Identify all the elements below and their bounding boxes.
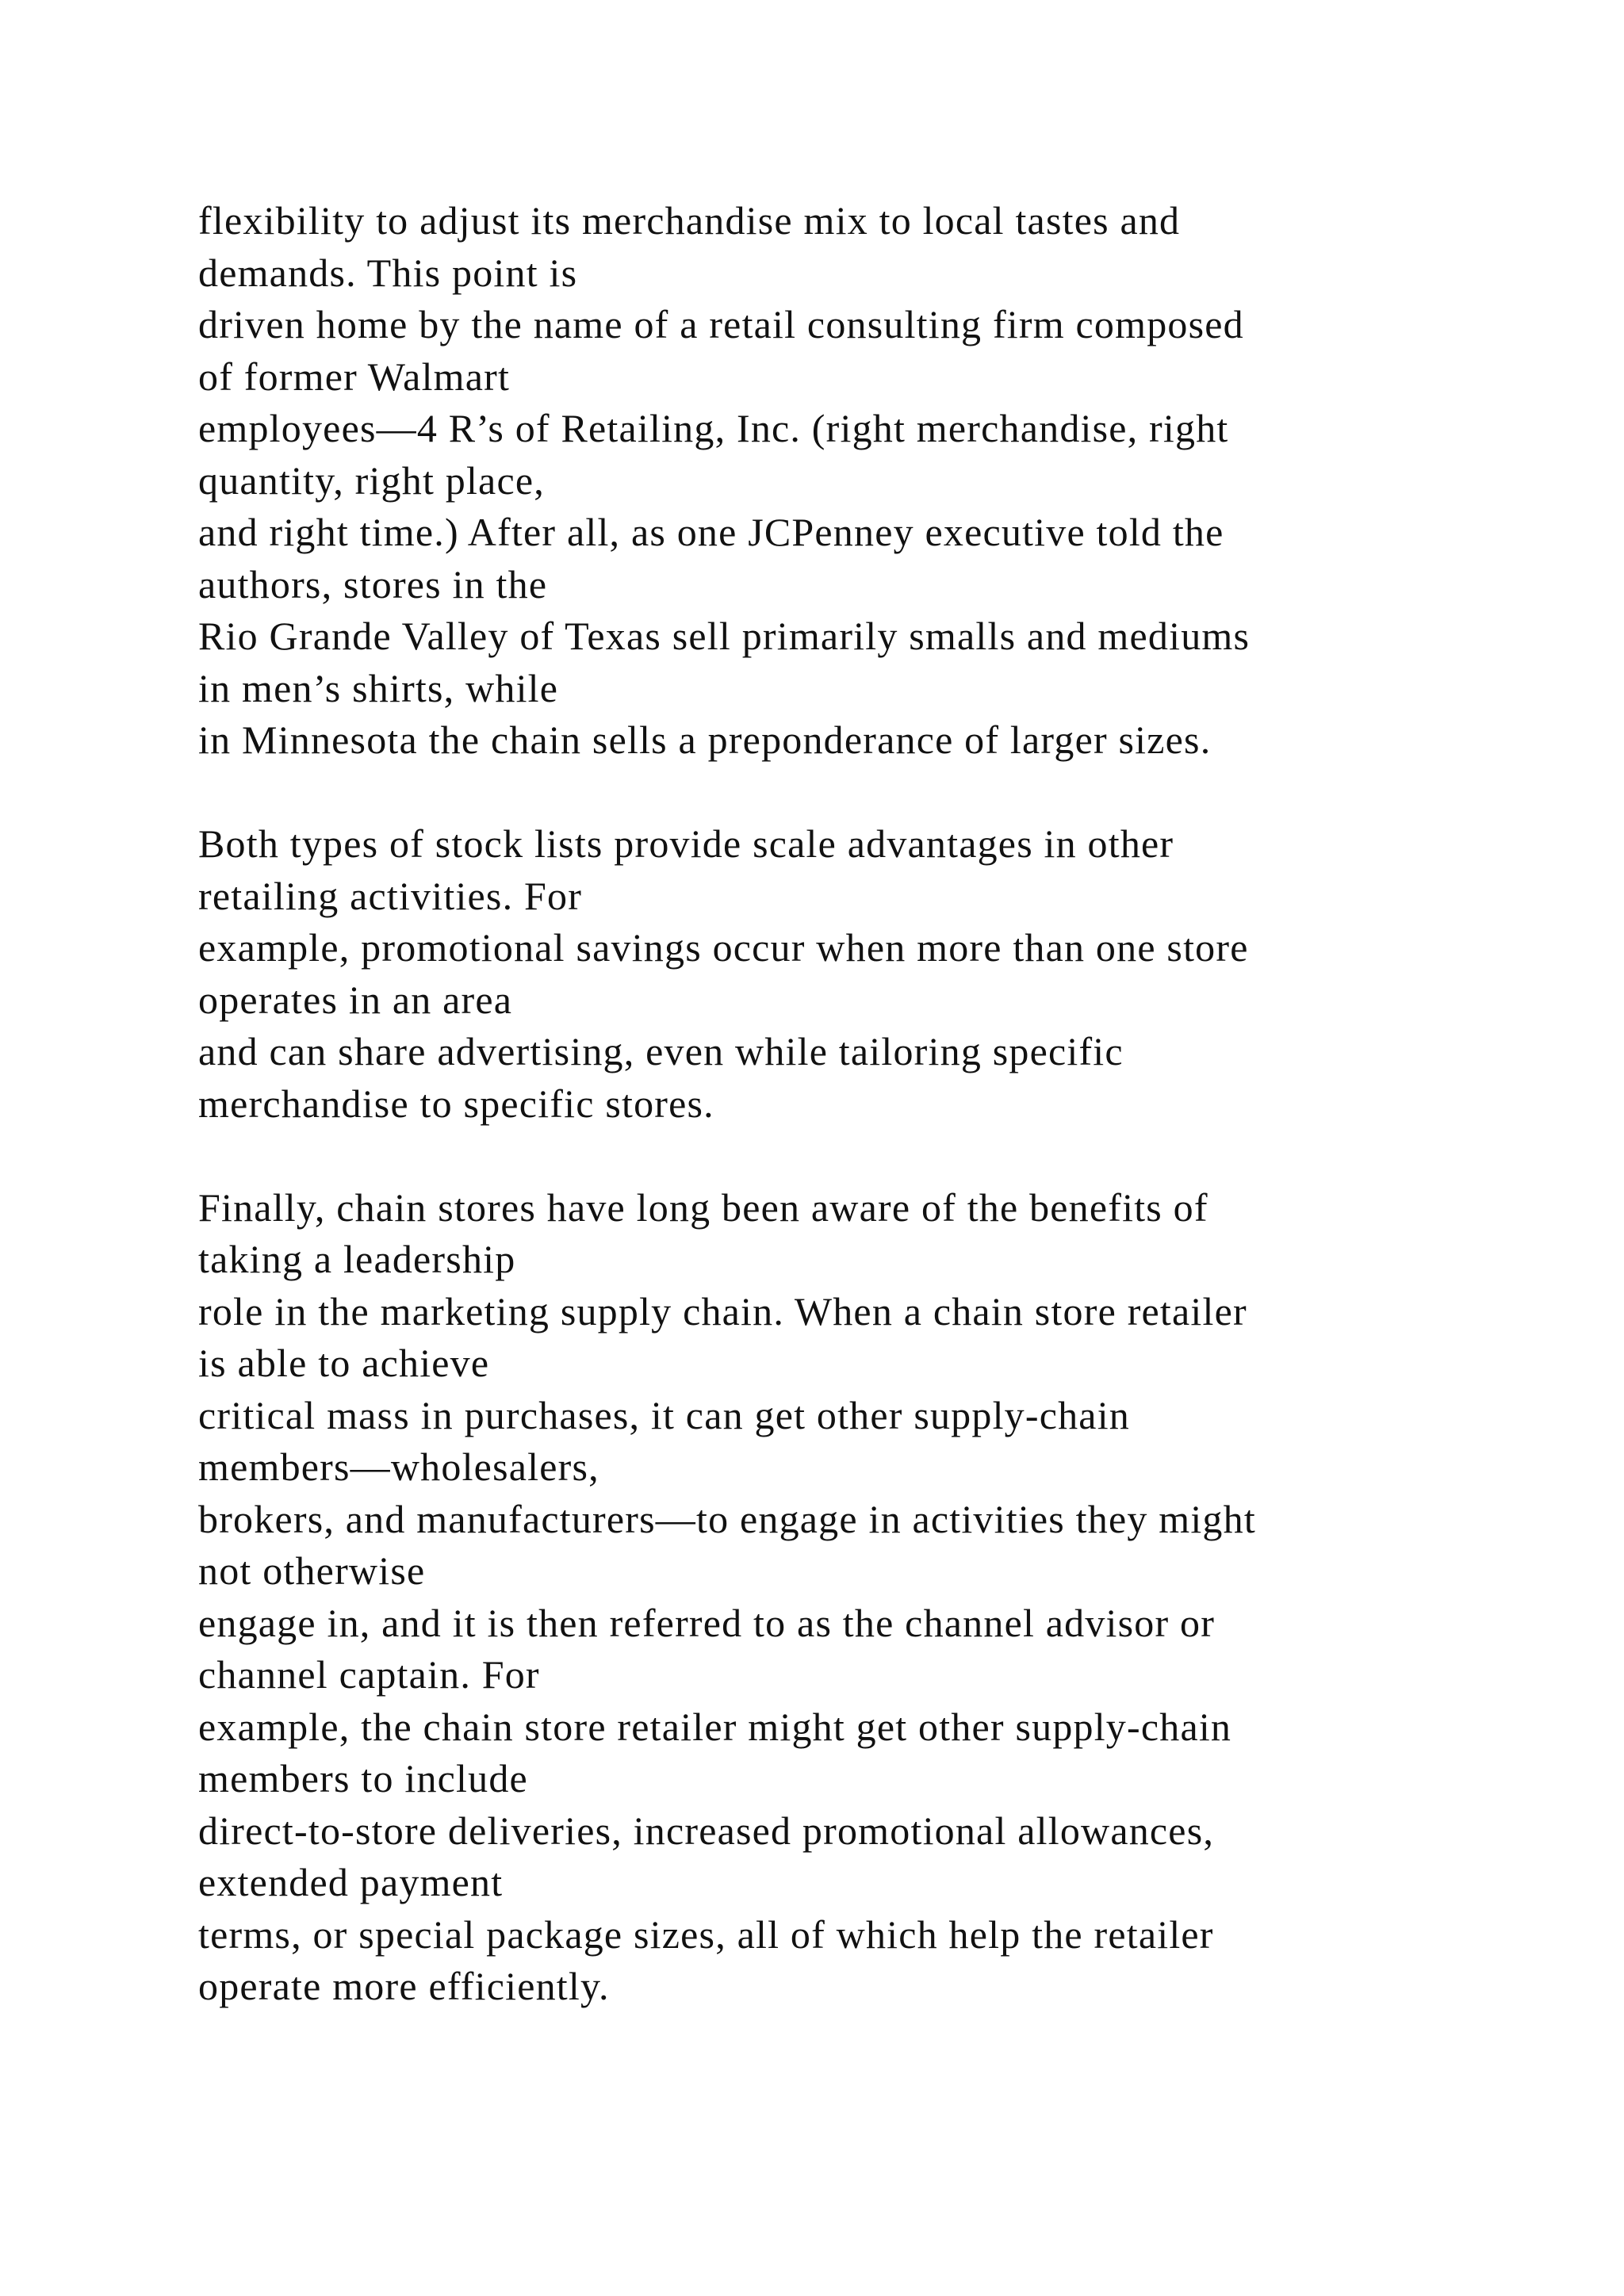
text-line: operates in an area bbox=[198, 977, 513, 1022]
text-line: flexibility to adjust its merchandise mix to local tastes and bbox=[198, 198, 1181, 243]
text-line: Both types of stock lists provide scale advantages in other bbox=[198, 821, 1174, 866]
text-line: in Minnesota the chain sells a preponderance of larger sizes. bbox=[198, 718, 1212, 762]
paragraph-spacer bbox=[198, 1130, 1610, 1182]
text-line: quantity, right place, bbox=[198, 457, 545, 503]
paragraph bbox=[198, 195, 1610, 767]
text-line: terms, or special package sizes, all of which help the retailer bbox=[198, 1911, 1214, 1957]
text-line: channel captain. For bbox=[198, 1652, 540, 1697]
text-line: brokers, and manufacturers—to engage in activities they might bbox=[198, 1496, 1256, 1541]
paragraph-spacer bbox=[198, 767, 1610, 819]
text-line: Rio Grande Valley of Texas sell primarily smalls and mediums bbox=[198, 614, 1251, 658]
text-line: and can share advertising, even while tailoring specific bbox=[198, 1029, 1124, 1073]
text-line: demands. This point is bbox=[198, 250, 578, 295]
text-line: example, the chain store retailer might get other supply-chain bbox=[198, 1704, 1232, 1749]
text-line: not otherwise bbox=[198, 1548, 426, 1593]
paragraph bbox=[198, 818, 1610, 1130]
text-line: of former Walmart bbox=[198, 354, 511, 399]
text-line: is able to achieve bbox=[198, 1341, 490, 1385]
text-line: authors, stores in the bbox=[198, 561, 548, 607]
text-line: driven home by the name of a retail consulting firm composed bbox=[198, 302, 1244, 346]
text-line: role in the marketing supply chain. When a chain store retailer bbox=[198, 1288, 1247, 1334]
text-line: Finally, chain stores have long been aware of the benefits of bbox=[198, 1184, 1208, 1230]
text-line: example, promotional savings occur when more than one store bbox=[198, 925, 1249, 970]
text-line: direct-to-store deliveries, increased promotional allowances, bbox=[198, 1808, 1215, 1853]
body-text bbox=[198, 195, 1610, 2013]
text-line: in men’s shirts, while bbox=[198, 665, 559, 710]
text-line: employees—4 R’s of Retailing, Inc. (right merchandise, right bbox=[198, 406, 1229, 450]
paragraph bbox=[198, 1182, 1610, 2013]
text-line: members—wholesalers, bbox=[198, 1445, 599, 1489]
text-line: and right time.) After all, as one JCPenney executive told the bbox=[198, 510, 1224, 554]
text-line: merchandise to specific stores. bbox=[198, 1081, 714, 1126]
text-line: operate more efficiently. bbox=[198, 1964, 610, 2008]
text-line: engage in, and it is then referred to as the channel advisor or bbox=[198, 1600, 1216, 1645]
text-line: extended payment bbox=[198, 1860, 504, 1904]
text-line: retailing activities. For bbox=[198, 873, 583, 918]
text-line: members to include bbox=[198, 1756, 528, 1800]
text-line: critical mass in purchases, it can get other supply-chain bbox=[198, 1392, 1130, 1437]
text-line: taking a leadership bbox=[198, 1237, 516, 1281]
